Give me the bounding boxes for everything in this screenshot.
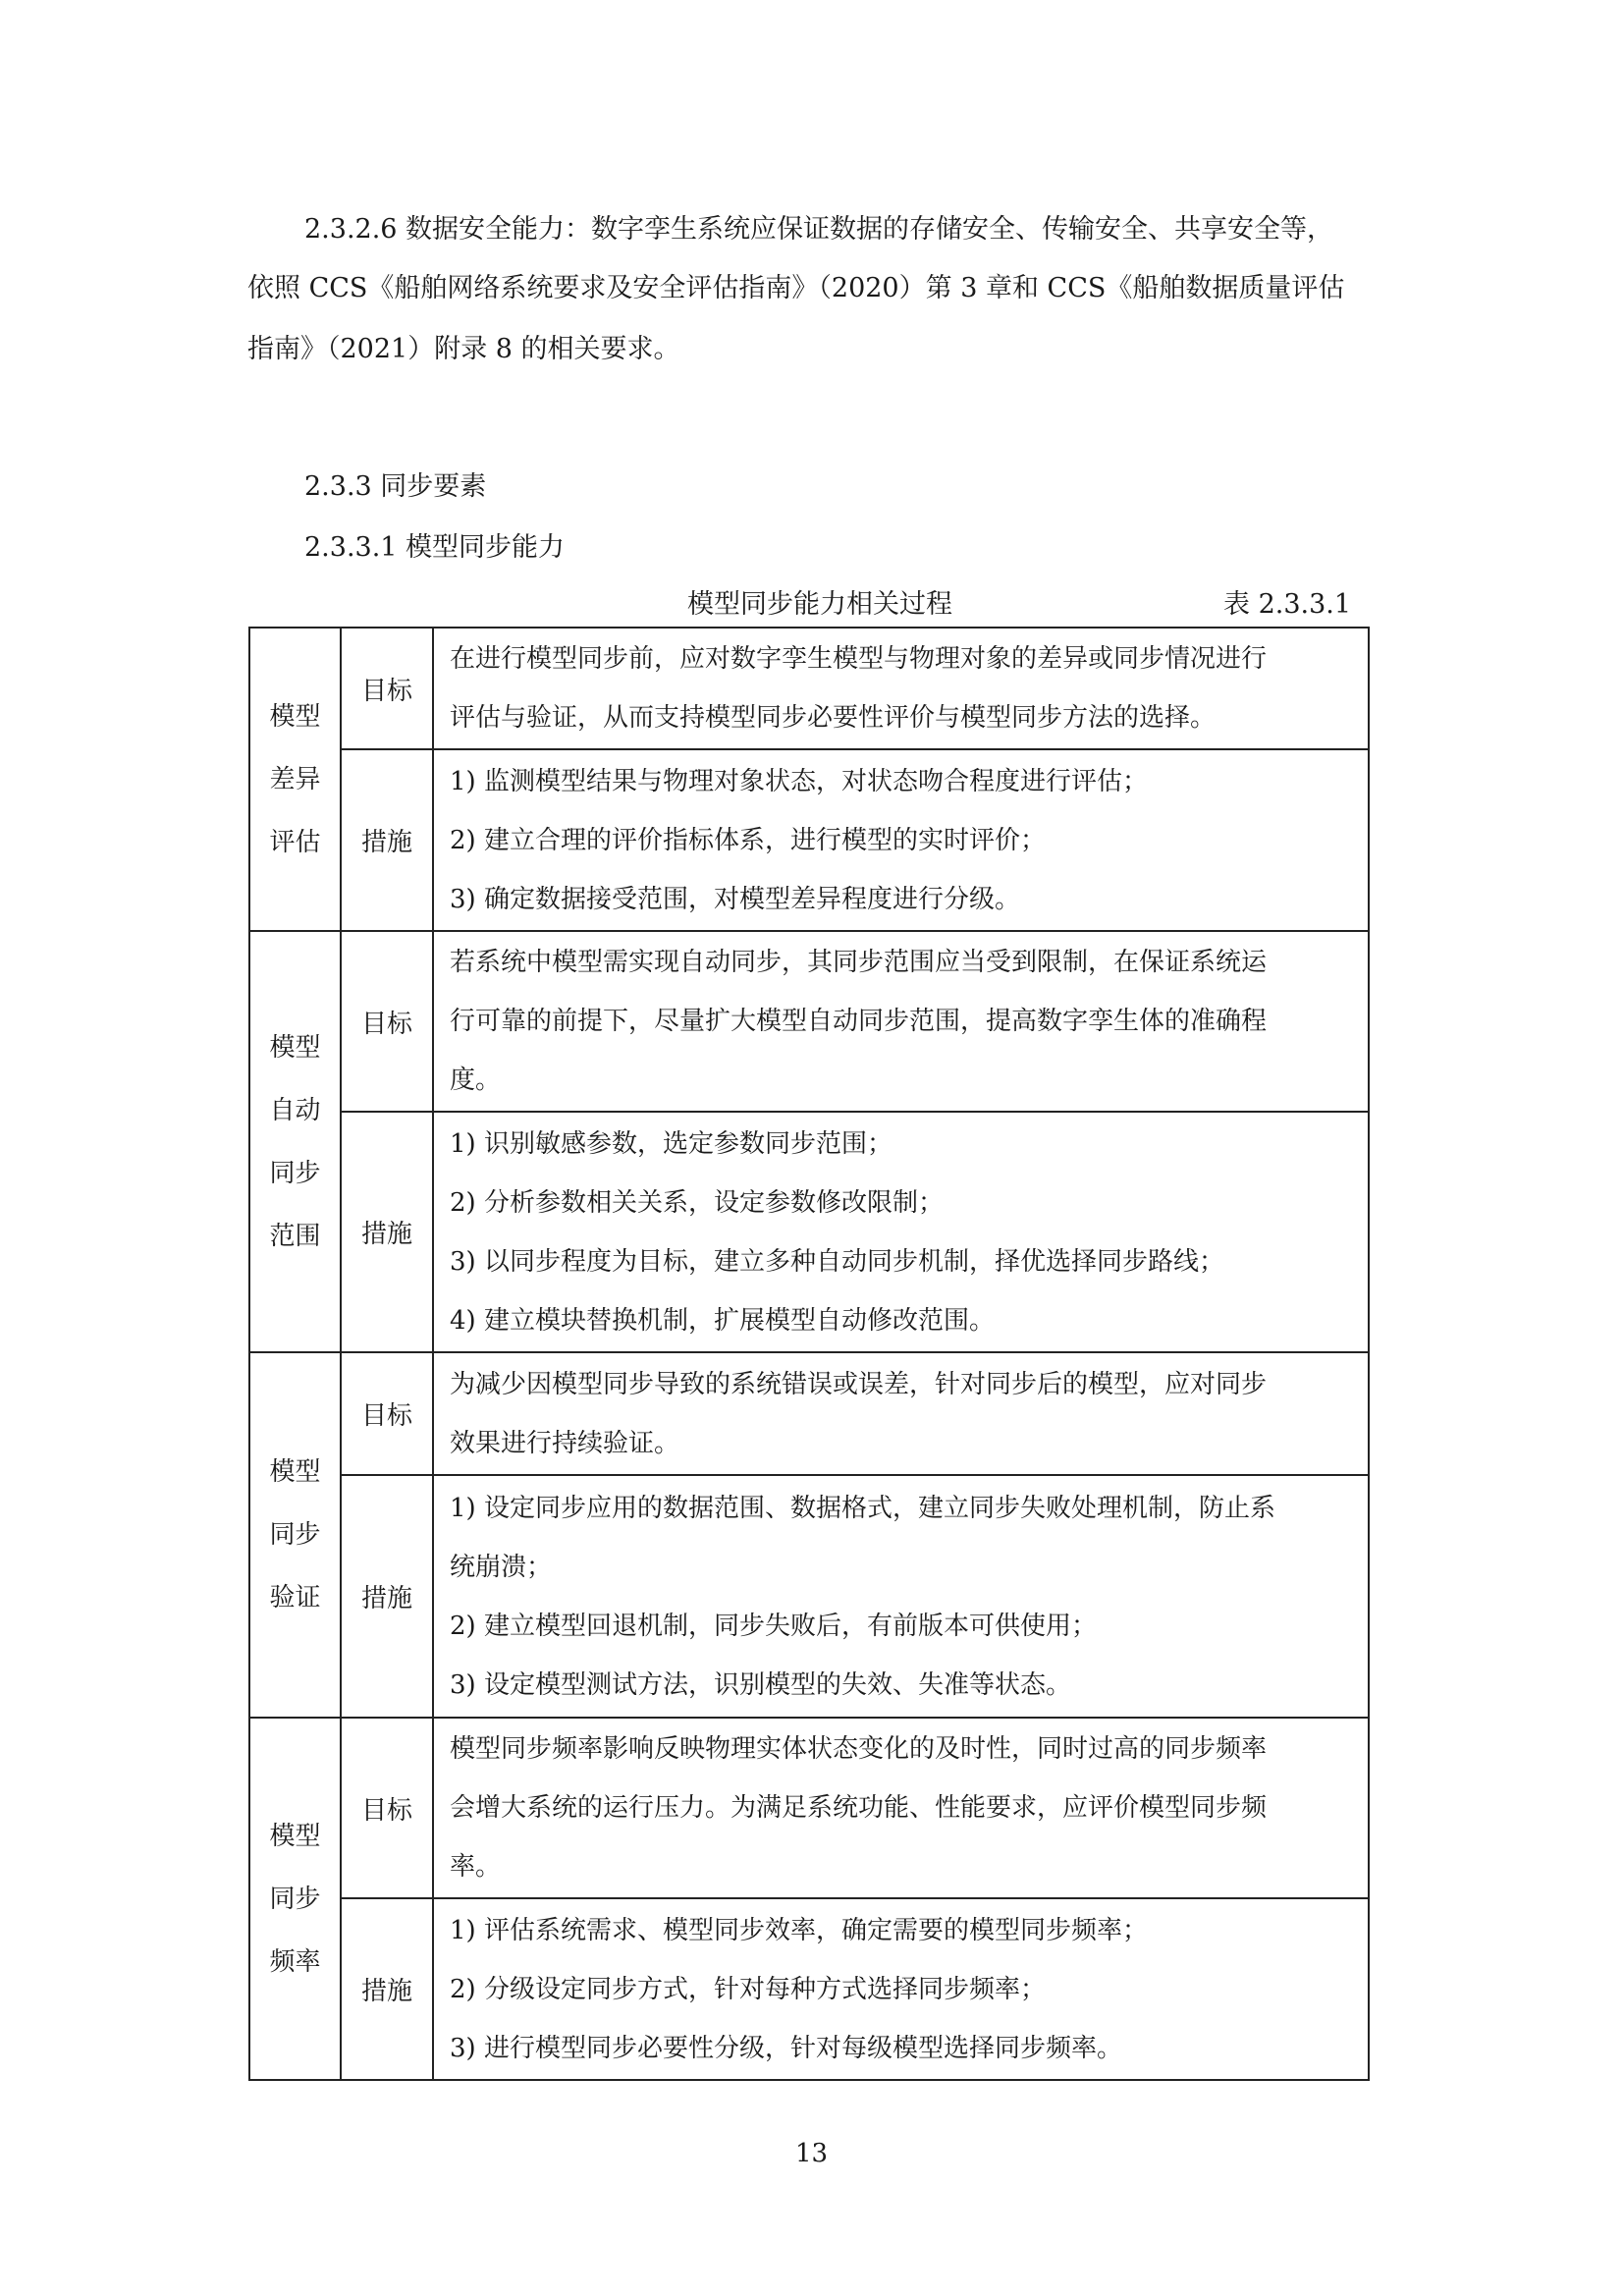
- category-text: 模型: [269, 1821, 321, 1851]
- table-row: [249, 749, 1369, 931]
- goal-content: 若系统中模型需实现自动同步，其同步范围应当受到限制，在保证系统运 行可靠的前提下，尽量扩大模型自动同步范围，提高数字孪生体的准确程 度。: [433, 931, 1369, 1112]
- table-row: [249, 931, 1369, 1112]
- category-text: 验证: [269, 1583, 321, 1613]
- category-text: 同步: [269, 1158, 321, 1188]
- table-row: [249, 1352, 1369, 1475]
- section-heading-2-3-3: 2.3.3 同步要素: [304, 471, 487, 502]
- measure-label: 措施: [341, 1475, 433, 1718]
- category-cell: [249, 628, 341, 931]
- category-text: 频率: [269, 1946, 321, 1977]
- page-number: 13: [794, 2139, 829, 2168]
- goal-label: 目标: [341, 931, 433, 1112]
- category-cell: [249, 931, 341, 1352]
- goal-label: 目标: [341, 1718, 433, 1898]
- table-row: [249, 628, 1369, 749]
- table-number: 表 2.3.3.1: [1223, 589, 1352, 620]
- goal-content: 为减少因模型同步导致的系统错误或误差，针对同步后的模型，应对同步 效果进行持续验证。: [433, 1352, 1369, 1475]
- measure-label: 措施: [341, 1898, 433, 2080]
- table-row: [249, 1475, 1369, 1718]
- category-text: 范围: [269, 1221, 321, 1251]
- measure-content: 1) 设定同步应用的数据范围、数据格式，建立同步失败处理机制，防止系 统崩溃； 2) 建立模型回退机制，同步失败后，有前版本可供使用； 3) 设定模型测试方法，识别模型的失效、失准等状态。: [433, 1475, 1369, 1718]
- goal-label: 目标: [341, 1352, 433, 1475]
- category-cell: [249, 1352, 341, 1718]
- goal-content: 在进行模型同步前，应对数字孪生模型与物理对象的差异或同步情况进行 评估与验证，从而支持模型同步必要性评价与模型同步方法的选择。: [433, 628, 1369, 749]
- category-text: 模型: [269, 1457, 321, 1487]
- paragraph-line-2: 依照 CCS《船舶网络系统要求及安全评估指南》（2020）第 3 章和 CCS《船舶数据质量评估: [247, 273, 1345, 303]
- paragraph-line-3: 指南》（2021）附录 8 的相关要求。: [247, 334, 680, 364]
- category-text: 同步: [269, 1520, 321, 1550]
- goal-label: 目标: [341, 628, 433, 749]
- category-text: 自动: [269, 1095, 321, 1125]
- section-heading-2-3-3-1: 2.3.3.1 模型同步能力: [304, 532, 566, 563]
- measure-content: 1) 识别敏感参数，选定参数同步范围； 2) 分析参数相关关系，设定参数修改限制； 3) 以同步程度为目标，建立多种自动同步机制，择优选择同步路线； 4) 建立模块替换机制，扩展模型自动修改范围。: [433, 1112, 1369, 1352]
- category-text: 模型: [269, 701, 321, 732]
- table-row: [249, 1718, 1369, 1898]
- category-text: 模型: [269, 1032, 321, 1063]
- measure-label: 措施: [341, 749, 433, 931]
- category-text: 评估: [269, 827, 321, 857]
- paragraph-line-1: 2.3.2.6 数据安全能力：数字孪生系统应保证数据的存储安全、传输安全、共享安全等，: [304, 214, 1334, 245]
- category-text: 同步: [269, 1884, 321, 1914]
- category-text: 差异: [269, 764, 321, 794]
- measure-content: 1) 评估系统需求、模型同步效率，确定需要的模型同步频率； 2) 分级设定同步方式，针对每种方式选择同步频率； 3) 进行模型同步必要性分级，针对每级模型选择同步频率。: [433, 1898, 1369, 2080]
- category-cell: [249, 1718, 341, 2080]
- process-table: [248, 627, 1370, 2081]
- measure-label: 措施: [341, 1112, 433, 1352]
- table-row: [249, 1112, 1369, 1352]
- goal-content: 模型同步频率影响反映物理实体状态变化的及时性，同时过高的同步频率 会增大系统的运行压力。为满足系统功能、性能要求，应评价模型同步频 率。: [433, 1718, 1369, 1898]
- table-caption: 模型同步能力相关过程: [687, 589, 952, 620]
- table-row: [249, 1898, 1369, 2080]
- measure-content: 1) 监测模型结果与物理对象状态，对状态吻合程度进行评估； 2) 建立合理的评价指标体系，进行模型的实时评价； 3) 确定数据接受范围，对模型差异程度进行分级。: [433, 749, 1369, 931]
